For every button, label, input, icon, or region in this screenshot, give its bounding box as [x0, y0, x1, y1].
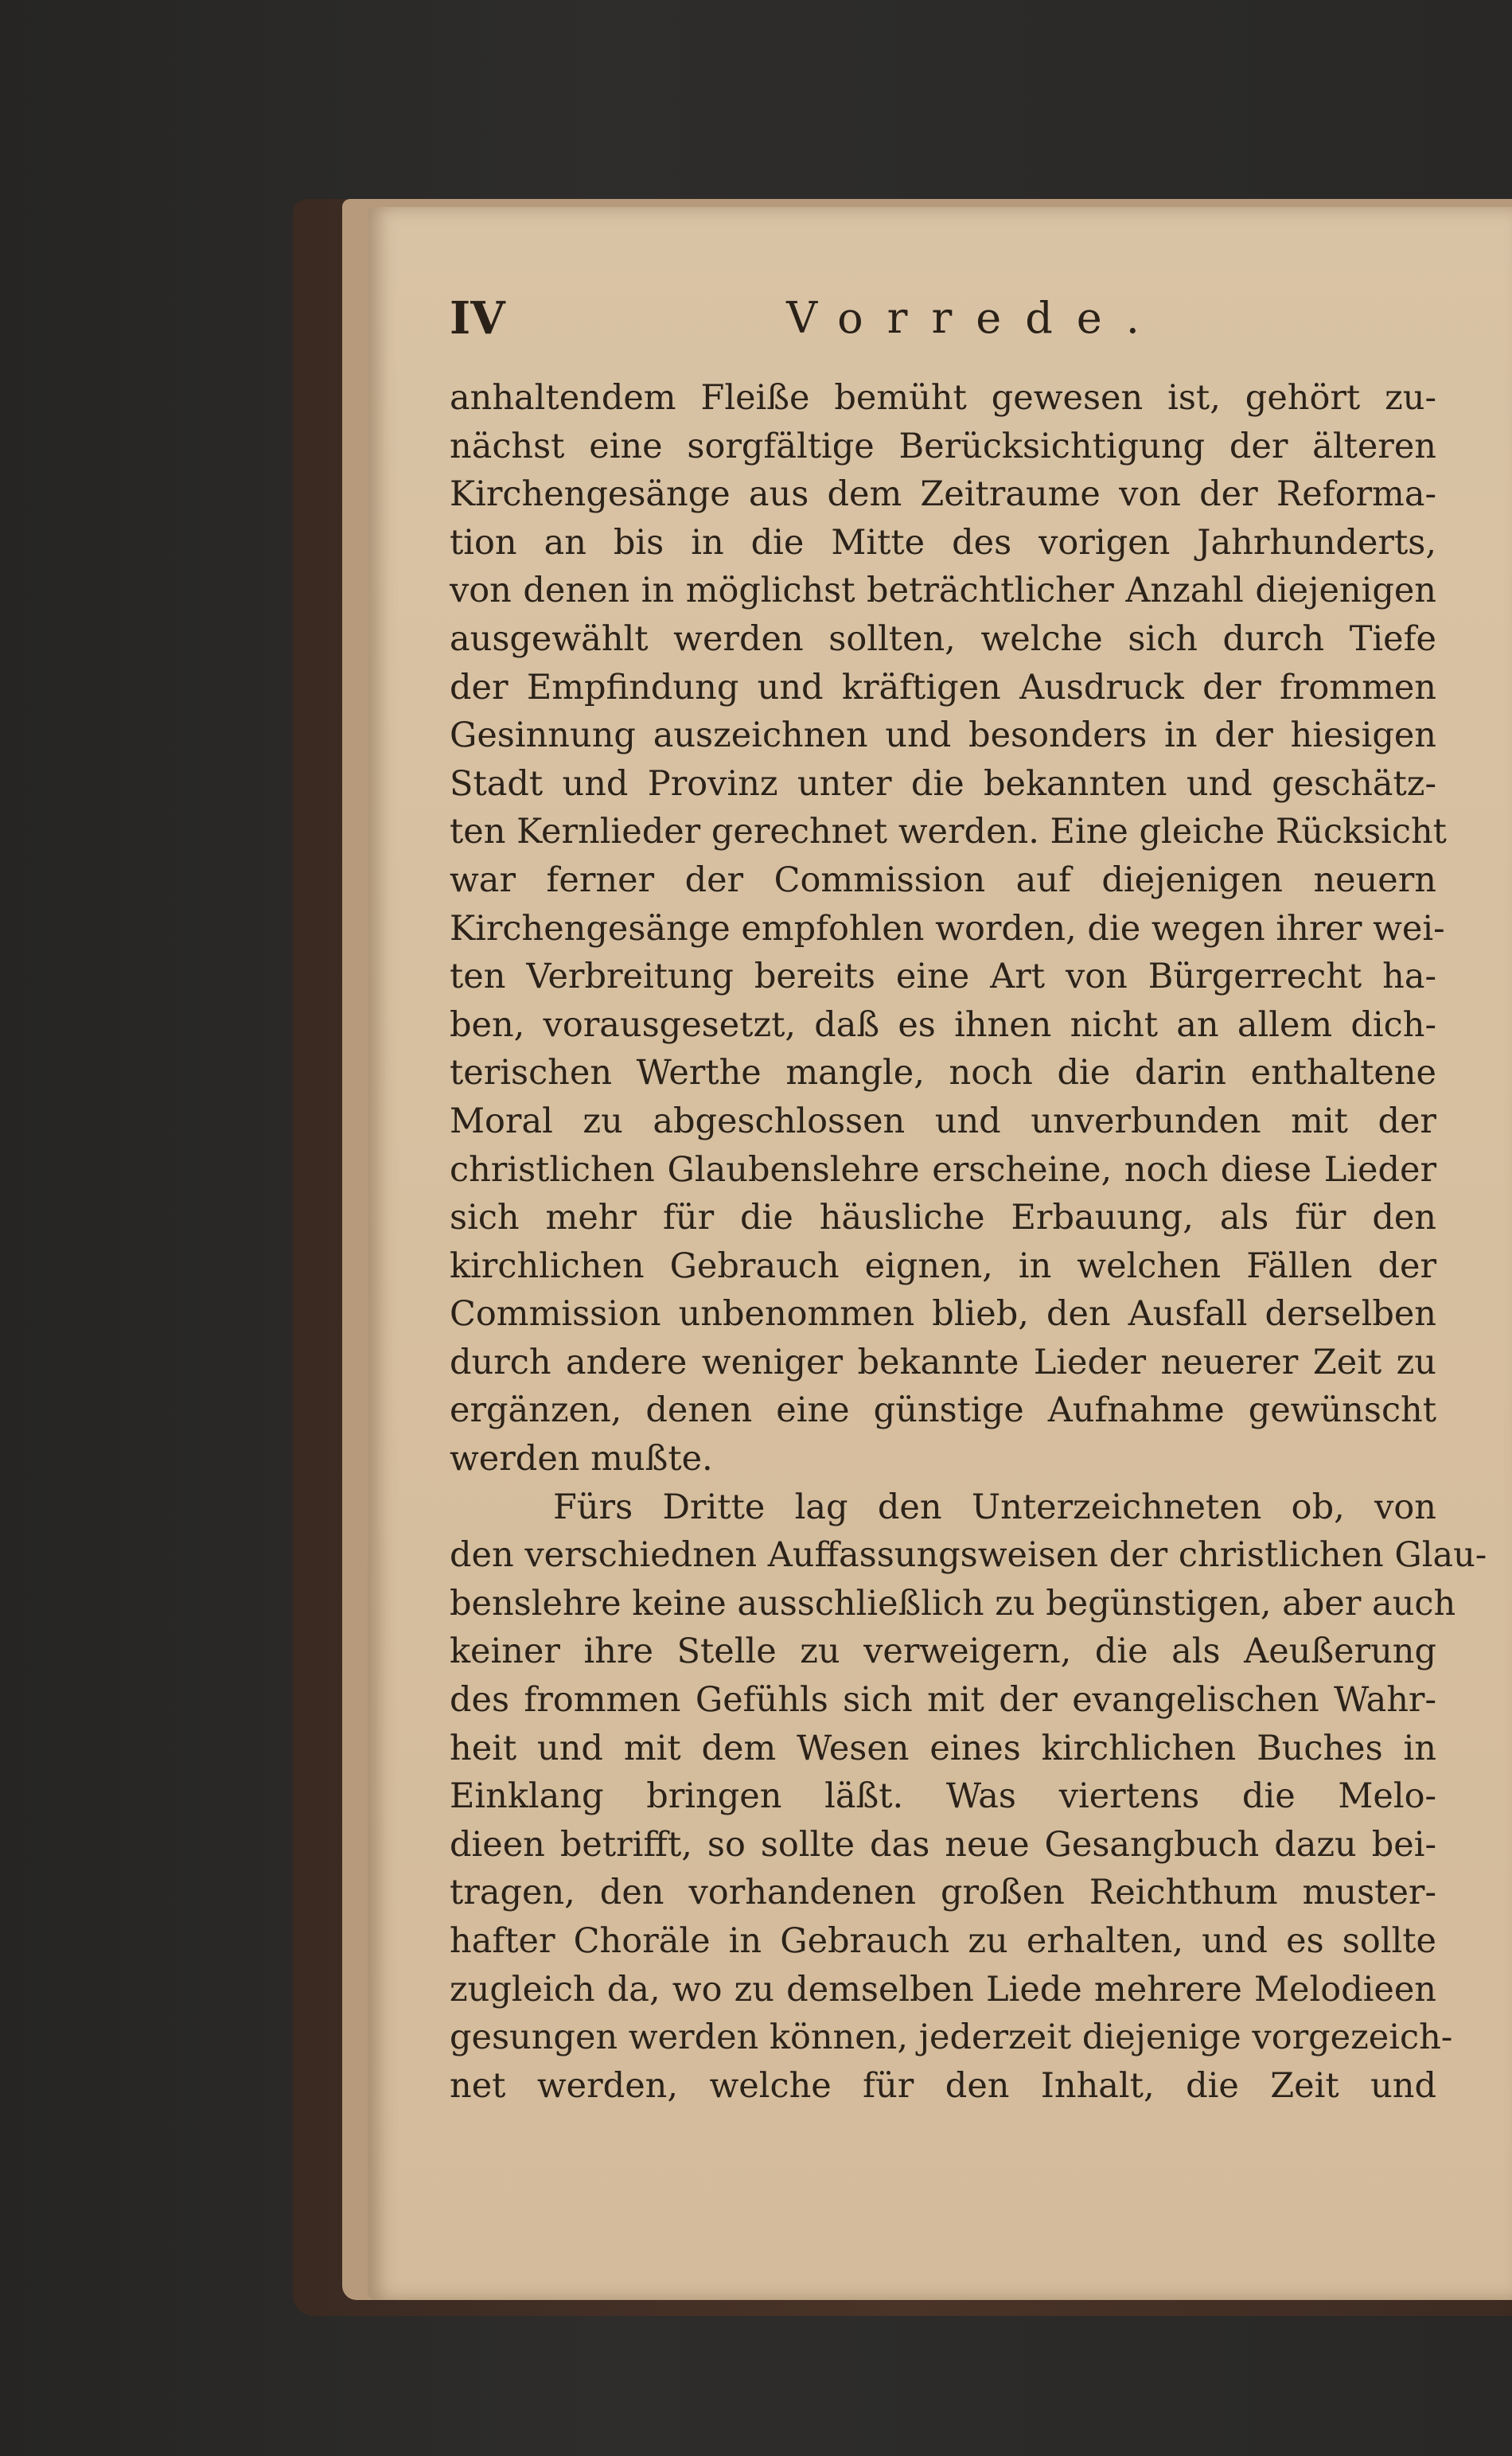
text-line: Stadt und Provinz unter die bekannten und geschätz- [450, 763, 1436, 804]
text-line: tragen, den vorhandenen großen Reichthum muster- [450, 1873, 1436, 1913]
body-text [450, 374, 1487, 2110]
text-line: ten Verbreitung bereits eine Art von Bürgerrecht ha- [450, 957, 1436, 997]
text-line: werden mußte. [450, 1439, 713, 1479]
text-line: net werden, welche für den Inhalt, die Zeit und [450, 2065, 1436, 2106]
text-line: Fürs Dritte lag den Unterzeichneten ob, von [553, 1487, 1436, 1527]
text-line: ten Kernlieder gerechnet werden. Eine gleiche Rücksicht [450, 812, 1447, 852]
text-line: Einklang bringen läßt. Was viertens die Melo- [450, 1776, 1436, 1817]
text-line: Moral zu abgeschlossen und unverbunden mit der [450, 1101, 1436, 1141]
page-header [450, 287, 1436, 350]
text-line: dieen betrifft, so sollte das neue Gesangbuch dazu bei- [450, 1824, 1436, 1865]
text-line: der Empfindung und kräftigen Ausdruck der frommen [450, 667, 1436, 708]
text-line: zugleich da, wo zu demselben Liede mehrere Melodieen [450, 1969, 1436, 2010]
text-line: Kirchengesänge empfohlen worden, die wegen ihrer wei- [450, 908, 1445, 949]
text-line: sich mehr für die häusliche Erbauung, als für den [450, 1198, 1436, 1238]
text-line: nächst eine sorgfältige Berücksichtigung der älteren [450, 426, 1436, 466]
text-line: benslehre keine ausschließlich zu begünstigen, aber auch [450, 1583, 1456, 1624]
text-line: heit und mit dem Wesen eines kirchlichen Buches in [450, 1728, 1436, 1768]
text-line: ben, vorausgesetzt, daß es ihnen nicht an allem dich- [450, 1004, 1436, 1045]
text-line: durch andere weniger bekannte Lieder neuerer Zeit zu [450, 1342, 1436, 1382]
page-number: IV [450, 292, 505, 345]
text-line: terischen Werthe mangle, noch die darin enthaltene [450, 1053, 1436, 1094]
text-line: Commission unbenommen blieb, den Ausfall derselben [450, 1294, 1436, 1335]
text-line: kirchlichen Gebrauch eignen, in welchen Fällen der [450, 1246, 1436, 1286]
text-line: ausgewählt werden sollten, welche sich durch Tiefe [450, 618, 1436, 659]
text-line: den verschiednen Auffassungsweisen der christlichen Glau- [450, 1535, 1487, 1576]
text-line: war ferner der Commission auf diejenigen neuern [450, 860, 1436, 900]
text-line: von denen in möglichst beträchtlicher Anzahl diejenigen [450, 571, 1436, 611]
text-line: keiner ihre Stelle zu verweigern, die als Aeußerung [450, 1631, 1436, 1672]
running-title: Vorrede. [786, 293, 1163, 343]
text-line: anhaltendem Fleiße bemüht gewesen ist, gehört zu- [450, 378, 1436, 418]
text-line: christlichen Glaubenslehre erscheine, noch diese Lieder [450, 1149, 1436, 1190]
text-line: hafter Choräle in Gebrauch zu erhalten, und es sollte [450, 1921, 1436, 1961]
text-line: Kirchengesänge aus dem Zeitraume von der Reforma- [450, 474, 1436, 515]
text-line: tion an bis in die Mitte des vorigen Jahrhunderts, [450, 522, 1436, 563]
text-line: gesungen werden können, jederzeit diejenige vorgezeich- [450, 2017, 1453, 2058]
text-line: ergänzen, denen eine günstige Aufnahme gewünscht [450, 1390, 1436, 1431]
text-line: des frommen Gefühls sich mit der evangelischen Wahr- [450, 1680, 1436, 1721]
text-line: Gesinnung auszeichnen und besonders in der hiesigen [450, 715, 1436, 756]
